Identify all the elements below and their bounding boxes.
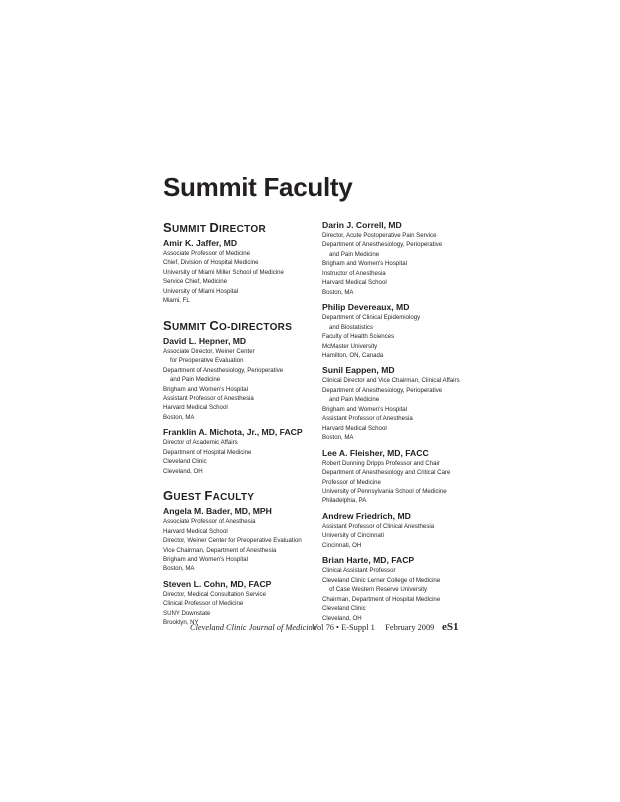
faculty-detail: Associate Director, Weiner Center (163, 347, 255, 355)
faculty-detail: of Case Western Reserve University (329, 586, 428, 594)
faculty-detail: Boston, MA (322, 434, 354, 442)
faculty-detail: Service Chief, Medicine (163, 278, 228, 286)
faculty-detail: Cleveland Clinic Lerner College of Medicine (322, 576, 441, 584)
faculty-detail: and Pain Medicine (170, 376, 221, 384)
faculty-detail: Boston, MA (163, 413, 195, 421)
faculty-detail: Harvard Medical School (322, 279, 387, 287)
faculty-detail: Miami, FL (163, 297, 190, 305)
faculty-name: Darin J. Correll, MD (322, 220, 402, 230)
faculty-detail: Department of Anesthesiology, Perioperative (163, 366, 284, 374)
faculty-detail: Assistant Professor of Anesthesia (163, 394, 254, 402)
faculty-detail: SUNY Downstate (163, 609, 211, 617)
faculty-detail: Director, Weiner Center for Preoperative Evaluation (163, 537, 302, 545)
faculty-detail: Robert Dunning Dripps Professor and Chair (322, 459, 440, 467)
faculty-detail: Clinical Assistant Professor (322, 567, 396, 575)
faculty-detail: and Pain Medicine (329, 396, 380, 404)
faculty-detail: Department of Hospital Medicine (163, 448, 252, 456)
faculty-detail: Harvard Medical School (163, 527, 228, 535)
faculty-name: Amir K. Jaffer, MD (163, 238, 238, 248)
faculty-entry-jaffer (163, 238, 313, 306)
faculty-detail: Brooklyn, NY (163, 619, 199, 627)
issue-info: Vol 76 • E-Suppl 1 February 2009 (312, 623, 435, 632)
section-heading-guest-faculty: GUEST FACULTY (163, 488, 255, 504)
faculty-detail: Instructor of Anesthesia (322, 269, 386, 277)
faculty-name: Philip Devereaux, MD (322, 302, 410, 313)
faculty-detail: Director, Medical Consultation Service (163, 590, 266, 598)
faculty-detail: and Pain Medicine (329, 250, 380, 258)
faculty-entry-hepner (163, 336, 313, 423)
faculty-detail: University of Pennsylvania School of Medicine (322, 487, 447, 495)
faculty-detail: Brigham and Women's Hospital (322, 260, 408, 268)
faculty-entry-michota (163, 427, 313, 476)
faculty-detail: Brigham and Women's Hospital (322, 405, 408, 413)
faculty-detail: Vice Chairman, Department of Anesthesia (163, 546, 277, 554)
faculty-detail: Department of Clinical Epidemiology (322, 314, 421, 322)
faculty-detail: Clinical Director and Vice Chairman, Clinical Affairs (322, 377, 460, 385)
faculty-entry-fleisher (322, 448, 472, 506)
faculty-detail: Cleveland, OH (163, 467, 203, 475)
section-heading-summit-director: SUMMIT DIRECTOR (163, 220, 266, 235)
faculty-detail: Boston, MA (163, 565, 195, 573)
faculty-detail: Professor of Medicine (322, 478, 381, 486)
faculty-detail: Hamilton, ON, Canada (322, 351, 384, 359)
page-footer (0, 622, 620, 636)
faculty-detail: Harvard Medical School (163, 404, 228, 412)
page-number: eS1 (442, 621, 459, 633)
faculty-entry-cohn (163, 579, 313, 628)
faculty-name: Lee A. Fleisher, MD, FACC (322, 447, 429, 458)
faculty-name: Sunil Eappen, MD (322, 365, 395, 376)
faculty-detail: Associate Professor of Medicine (163, 250, 251, 257)
faculty-detail: University of Miami Hospital (163, 287, 239, 295)
journal-name: Cleveland Clinic Journal of Medicine (190, 623, 317, 632)
faculty-detail: Department of Anesthesiology, Perioperative (322, 241, 443, 249)
faculty-entry-correll (322, 220, 472, 297)
faculty-detail: Cleveland, OH (322, 614, 362, 622)
faculty-detail: Cleveland Clinic (163, 458, 207, 466)
faculty-detail: University of Miami Miller School of Medicine (163, 268, 284, 276)
page-title: Summit Faculty (163, 172, 353, 202)
faculty-detail: Department of Anesthesiology, Perioperative (322, 386, 443, 394)
faculty-name: David L. Hepner, MD (163, 335, 247, 346)
faculty-detail: University of Cincinnati (322, 532, 384, 540)
faculty-detail: Harvard Medical School (322, 424, 387, 432)
faculty-name: Angela M. Bader, MD, MPH (163, 506, 272, 517)
faculty-detail: Associate Professor of Anesthesia (163, 518, 256, 526)
faculty-name: Steven L. Cohn, MD, FACP (163, 578, 272, 589)
faculty-entry-devereaux (322, 302, 472, 360)
faculty-detail: Cleveland Clinic (322, 605, 366, 613)
faculty-entry-bader (163, 506, 313, 574)
right-column (322, 220, 472, 628)
faculty-detail: Chief, Division of Hospital Medicine (163, 259, 259, 267)
faculty-detail: Assistant Professor of Clinical Anesthesia (322, 522, 435, 530)
faculty-detail: Chairman, Department of Hospital Medicine (322, 595, 441, 603)
faculty-detail: for Preoperative Evaluation (170, 357, 244, 365)
faculty-detail: Department of Anesthesiology and Critical Care (322, 469, 451, 477)
faculty-detail: Clinical Professor of Medicine (163, 600, 244, 608)
faculty-detail: Philadelphia, PA (322, 497, 367, 505)
faculty-entry-friedrich (322, 511, 472, 550)
section-heading-summit-co-directors: SUMMIT CO-DIRECTORS (163, 317, 293, 333)
faculty-detail: Director of Academic Affairs (163, 439, 238, 447)
faculty-name: Franklin A. Michota, Jr., MD, FACP (163, 427, 303, 438)
faculty-detail: Faculty of Health Sciences (322, 333, 395, 341)
faculty-detail: Brigham and Women's Hospital (163, 555, 249, 563)
faculty-detail: and Biostatistics (329, 323, 374, 331)
faculty-name: Brian Harte, MD, FACP (322, 555, 415, 566)
faculty-name: Andrew Friedrich, MD (322, 510, 411, 521)
faculty-detail: McMaster University (322, 342, 378, 350)
faculty-entry-harte (322, 555, 472, 623)
faculty-detail: Director, Acute Postoperative Pain Service (322, 232, 437, 239)
left-column (163, 220, 313, 633)
faculty-detail: Brigham and Women's Hospital (163, 385, 249, 393)
faculty-detail: Boston, MA (322, 288, 354, 296)
faculty-detail: Assistant Professor of Anesthesia (322, 415, 413, 423)
faculty-detail: Cincinnati, OH (322, 541, 362, 549)
faculty-entry-eappen (322, 365, 472, 442)
